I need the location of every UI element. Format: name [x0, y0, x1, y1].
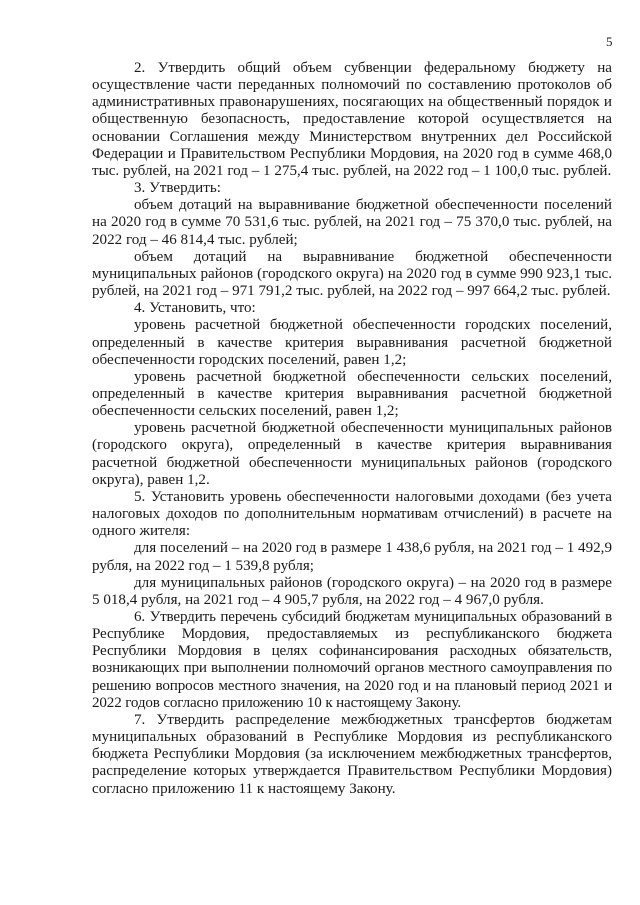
paragraph-5-settlements: для поселений – на 2020 год в размере 1 438,6 рубля, на 2021 год – 1 492,9 рубля, на 2022 год – 1 539,8 рубля; — [92, 540, 612, 574]
paragraph-5-districts: для муниципальных районов (городского округа) – на 2020 год в размере 5 018,4 рубля, на 2021 год – 4 905,7 рубля, на 2022 год – 4 967,0 рубля. — [92, 574, 612, 608]
document-body — [92, 60, 612, 798]
paragraph-7-transfers: 7. Утвердить распределение межбюджетных трансфертов бюджетам муниципальных образований в Республике Мордовия из республиканского бюджета Республики Мордовия (за исключением межбюджетных трансфертов, распределение которых утверждается Правительством Республики Мордовия) согласно приложению 11 к настоящему Закону. — [92, 711, 612, 797]
paragraph-3-districts-grants: объем дотаций на выравнивание бюджетной обеспеченности муниципальных районов (городского округа) на 2020 год в сумме 990 923,1 тыс. рублей, на 2021 год – 971 791,2 тыс. рублей, на 2022 год – 997 664,2 тыс. рублей. — [92, 248, 612, 300]
paragraph-3-settlements-grants: объем дотаций на выравнивание бюджетной обеспеченности поселений на 2020 год в сумме 70 531,6 тыс. рублей, на 2021 год – 75 370,0 тыс. рублей, на 2022 год – 46 814,4 тыс. рублей; — [92, 197, 612, 248]
paragraph-4-urban-level: уровень расчетной бюджетной обеспеченности городских поселений, определенный в качестве критерия выравнивания расчетной бюджетной обеспеченности городских поселений, равен 1,2; — [92, 317, 612, 368]
paragraph-2-subvention: 2. Утвердить общий объем субвенции федеральному бюджету на осуществление части переданных полномочий по составлению протоколов об административных правонарушениях, посягающих на общественный порядок и общественную безопасность, предоставление которой осуществляется на основании Соглашения между Министерством внутренних дел Российской Федерации и Правительством Республики Мордовия, на 2020 год в сумме 468,0 тыс. рублей, на 2021 год – 1 275,4 тыс. рублей, на 2022 год – 1 100,0 тыс. рублей. — [92, 60, 612, 179]
paragraph-4-rural-level: уровень расчетной бюджетной обеспеченности сельских поселений, определенный в качестве критерия выравнивания расчетной бюджетной обеспеченности сельских поселений, равен 1,2; — [92, 368, 612, 420]
paragraph-3-heading: 3. Утвердить: — [134, 180, 221, 197]
paragraph-5-tax-level: 5. Установить уровень обеспеченности налоговыми доходами (без учета налоговых доходов по дополнительным нормативам отчислений) в расчете на одного жителя: — [92, 488, 612, 540]
paragraph-4-district-level: уровень расчетной бюджетной обеспеченности муниципальных районов (городского округа), определенный в качестве критерия выравнивания расчетной бюджетной обеспеченности муниципальных районов (городского округа), равен 1,2. — [92, 420, 612, 488]
paragraph-6-subsidies: 6. Утвердить перечень субсидий бюджетам муниципальных образований в Республике Мордовия, предоставляемых из республиканского бюджета Республики Мордовия в целях софинансирования расходных обязательств, возникающих при выполнении полномочий органов местного самоуправления по решению вопросов местного значения, на 2020 год и на плановый период 2021 и 2022 годов согласно приложению 10 к настоящему Закону. — [92, 609, 612, 711]
paragraph-4-heading: 4. Установить, что: — [134, 300, 256, 317]
page-number: 5 — [606, 34, 613, 49]
